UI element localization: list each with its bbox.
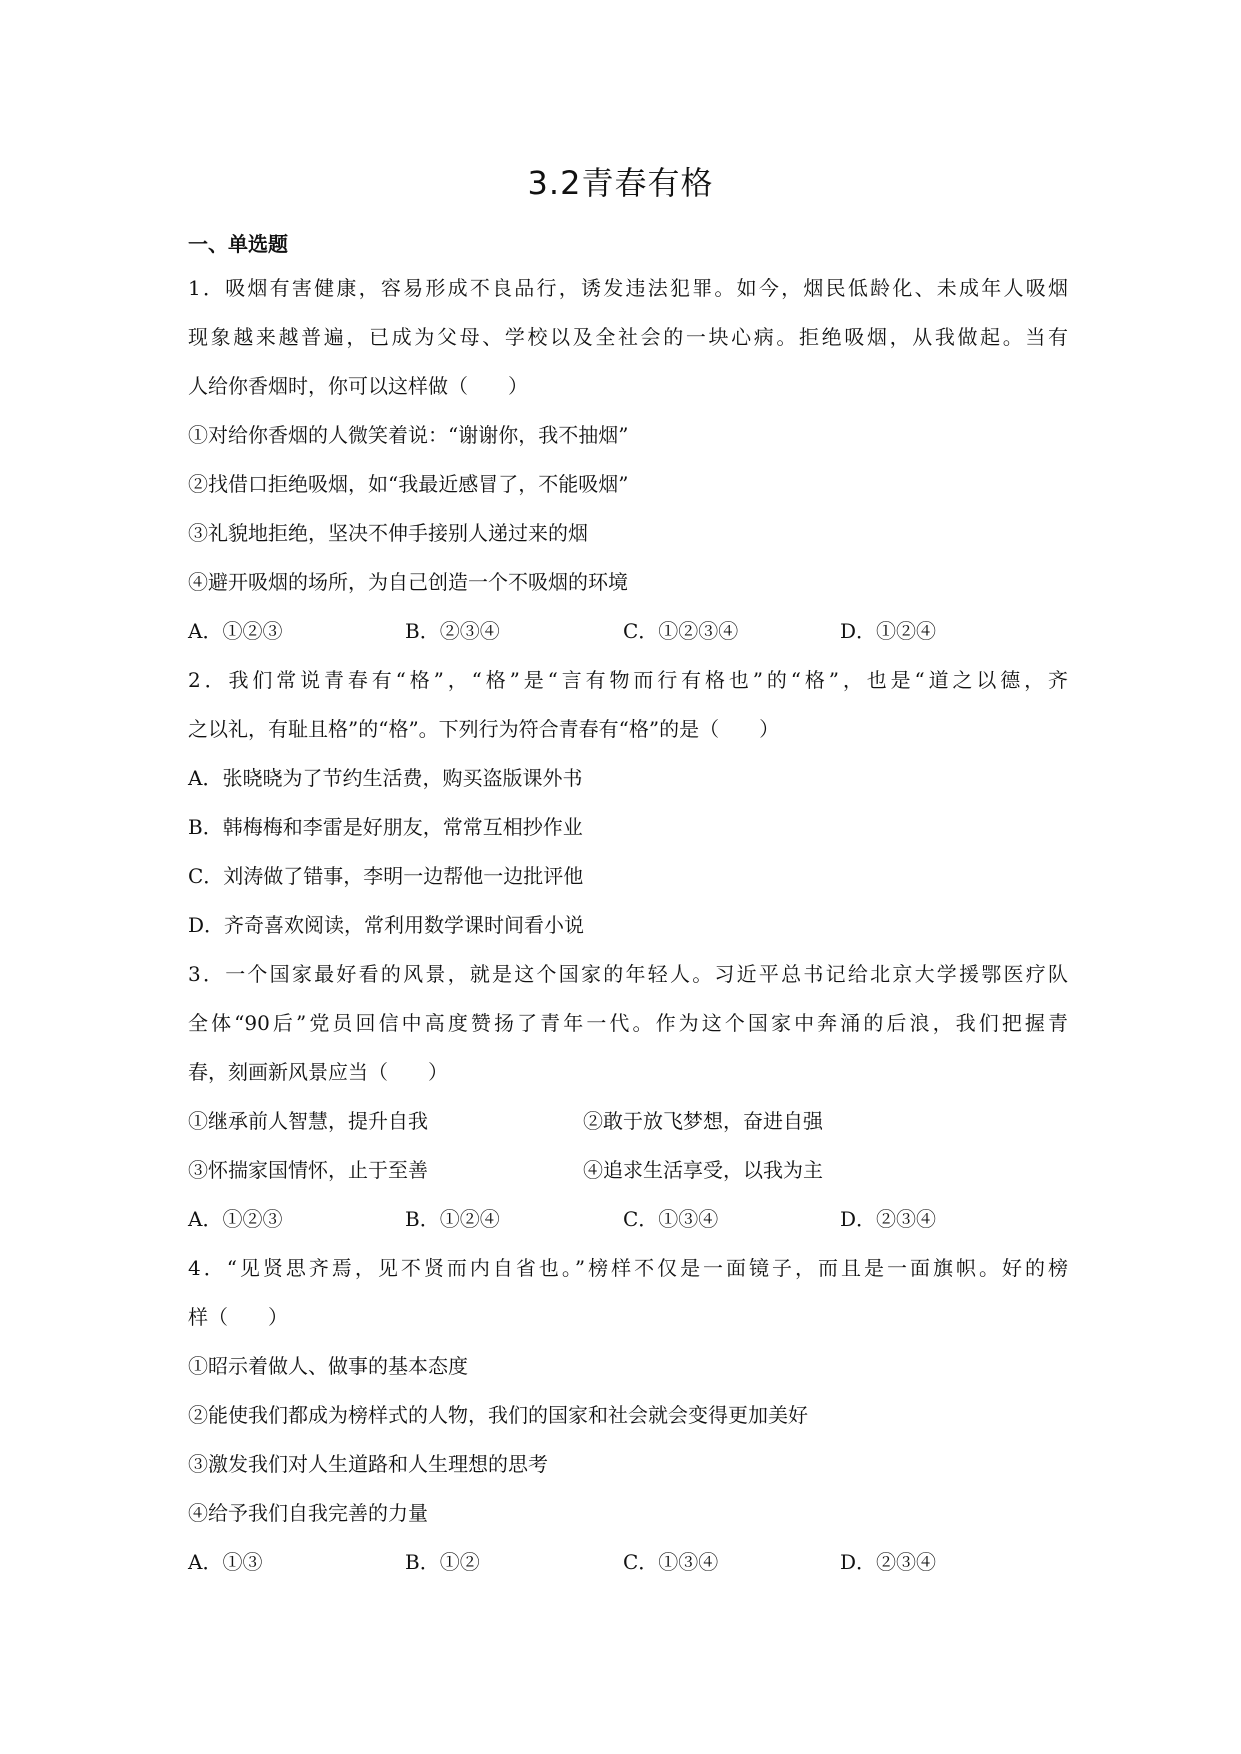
document-title: 3.2青春有格 bbox=[527, 164, 714, 202]
q1-option-c: C．①②③④ bbox=[623, 619, 739, 643]
q4-option-c: C．①③④ bbox=[623, 1550, 719, 1574]
q3-option-b: B．①②④ bbox=[405, 1207, 500, 1231]
q3-stem-line-2: 全体“90后”党员回信中高度赞扬了青年一代。作为这个国家中奔涌的后浪，我们把握青 bbox=[188, 1011, 1068, 1035]
q2-option-c: C．刘涛做了错事，李明一边帮他一边批评他 bbox=[188, 864, 584, 888]
q3-statement-2: ②敢于放飞梦想，奋进自强 bbox=[583, 1109, 823, 1133]
q2-option-a: A．张晓晓为了节约生活费，购买盗版课外书 bbox=[188, 766, 583, 790]
q3-statement-3: ③怀揣家国情怀，止于至善 bbox=[188, 1158, 428, 1182]
q1-option-d: D．①②④ bbox=[840, 619, 937, 643]
q4-statement-4: ④给予我们自我完善的力量 bbox=[188, 1501, 428, 1525]
q1-stem-line-1: 1．吸烟有害健康，容易形成不良品行，诱发违法犯罪。如今，烟民低龄化、未成年人吸烟 bbox=[188, 276, 1068, 300]
q4-statement-3: ③激发我们对人生道路和人生理想的思考 bbox=[188, 1452, 548, 1476]
q4-stem-line-1: 4．“见贤思齐焉，见不贤而内自省也。”榜样不仅是一面镜子，而且是一面旗帜。好的榜 bbox=[188, 1256, 1068, 1280]
q2-option-d: D．齐奇喜欢阅读，常利用数学课时间看小说 bbox=[188, 913, 585, 937]
q3-option-a: A．①②③ bbox=[188, 1207, 283, 1231]
q3-option-c: C．①③④ bbox=[623, 1207, 719, 1231]
q4-statement-1: ①昭示着做人、做事的基本态度 bbox=[188, 1354, 468, 1378]
q1-statement-2: ②找借口拒绝吸烟，如“我最近感冒了，不能吸烟” bbox=[188, 472, 629, 496]
q4-option-b: B．①② bbox=[405, 1550, 480, 1574]
q2-stem-line-2: 之以礼，有耻且格”的“格”。下列行为符合青春有“格”的是（ ） bbox=[188, 717, 780, 741]
q2-stem-line-1: 2．我们常说青春有“格”，“格”是“言有物而行有格也”的“格”，也是“道之以德，齐 bbox=[188, 668, 1068, 692]
q4-statement-2: ②能使我们都成为榜样式的人物，我们的国家和社会就会变得更加美好 bbox=[188, 1403, 808, 1427]
q4-stem-line-2: 样（ ） bbox=[188, 1305, 288, 1329]
q1-option-b: B．②③④ bbox=[405, 619, 500, 643]
q3-stem-line-3: 春，刻画新风景应当（ ） bbox=[188, 1060, 448, 1084]
q1-option-a: A．①②③ bbox=[188, 619, 283, 643]
q1-statement-3: ③礼貌地拒绝，坚决不伸手接别人递过来的烟 bbox=[188, 521, 588, 545]
q3-stem-line-1: 3．一个国家最好看的风景，就是这个国家的年轻人。习近平总书记给北京大学援鄂医疗队 bbox=[188, 962, 1068, 986]
q2-option-b: B．韩梅梅和李雷是好朋友，常常互相抄作业 bbox=[188, 815, 583, 839]
q1-statement-1: ①对给你香烟的人微笑着说：“谢谢你，我不抽烟” bbox=[188, 423, 629, 447]
q3-option-d: D．②③④ bbox=[840, 1207, 937, 1231]
q1-statement-4: ④避开吸烟的场所，为自己创造一个不吸烟的环境 bbox=[188, 570, 628, 594]
q3-statement-1: ①继承前人智慧，提升自我 bbox=[188, 1109, 428, 1133]
section-heading: 一、单选题 bbox=[188, 232, 288, 256]
q1-stem-line-3: 人给你香烟时，你可以这样做（ ） bbox=[188, 374, 528, 398]
q3-statement-4: ④追求生活享受，以我为主 bbox=[583, 1158, 823, 1182]
q4-option-a: A．①③ bbox=[188, 1550, 263, 1574]
q1-stem-line-2: 现象越来越普遍，已成为父母、学校以及全社会的一块心病。拒绝吸烟，从我做起。当有 bbox=[188, 325, 1068, 349]
q4-option-d: D．②③④ bbox=[840, 1550, 937, 1574]
